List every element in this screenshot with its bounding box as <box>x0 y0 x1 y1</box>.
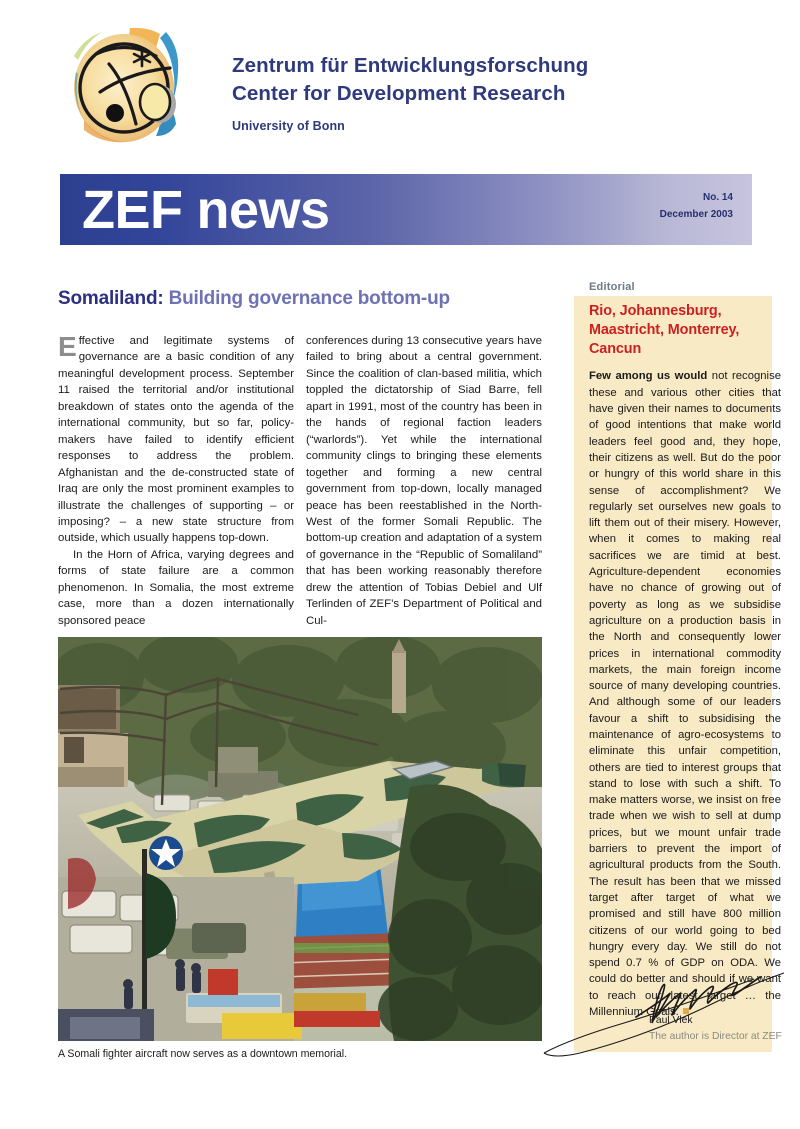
somali-fighter-aircraft-monument-photo <box>58 637 542 1041</box>
editorial-label: Editorial <box>589 281 635 293</box>
dropcap-letter: E <box>58 331 77 362</box>
editorial-body-text: not recognise these and various other cities that have given their names to documents of good intentions that make world leaders feel good and, they hope, their citizens as well. But do the poor or hungry of this world share in this sense of accomplishment? We regularly set ourselves new goals to lift them out of their misery. However, when it comes to making real sacrifices we are timid at best. Agriculture-dependent economies have no chance of growing out of poverty as long as we subsidise agriculture on a production basis in the North and consequently lower prices in international commodity markets, the main foreign income source of many developing countries. And although some of our leaders favour a shift to subsidising the maintenance of agro-ecosystems to eliminate this unfair competition, others are tied to interest groups that stand to lose with such a shift. To make matters worse, we insist on free trade when we wish to sell at dump prices, but we mount unfair trade barriers to prevent the import of agricultural products from the South. The result has been that we missed target after target of what we promised and still have 800 million citizens of our world going to bed hungry every day. We still do not spend 0.7 % of GDP on ODA. We could do better and should if we want to reach our latest target … the Millennium Goals. <box>589 370 781 1019</box>
article-paragraph-1 <box>58 333 294 547</box>
editorial-title: Rio, Johannesburg, Maastricht, Monterrey, Cancun <box>589 303 740 358</box>
article-paragraph-3: conferences during 13 consecutive years have failed to bring about a central government. Since the coalition of clan-based militia, which toppled the dictatorship of Siad Barre, fell apart in 1991, most of the country has been in the hands of regional faction leaders (“warlords”). Yet while the international community clings to bringing these elements together and forming a new central government from top-down, locally managed peace has been reestablished in the North-West of the former Somali Republic. The bottom-up creation and adaptation of a system of governance in the “Republic of Somaliland” that has been working reasonably therefore drew the attention of Tobias Debiel and Ulf Terlinden of ZEF’s Department of Political and Cul- <box>306 335 542 627</box>
banner-title-zef: ZEF <box>82 180 183 240</box>
organization-name-block <box>232 26 588 133</box>
handwritten-signature-icon <box>540 965 790 1060</box>
article-paragraph-1-text: ffective and legitimate systems of governance are a basic condition of any meaningful development process. September 11 raised the territorial and/or institutional breakdown of states onto the agenda of the international community, but so far, policy-makers have failed to identify efficient responses to address the problem. Afghanistan and the de-constructed state of Iraq are only the most prominent examples to illustrate the challenges of supporting – or imposing? – a new state structure from outside, which usually happens top-down. <box>58 335 294 545</box>
photo-caption: A Somali fighter aircraft now serves as a downtown memorial. <box>58 1048 348 1060</box>
org-name-english: Center for Development Research <box>232 82 566 106</box>
editorial-body <box>589 368 781 1020</box>
university-name: University of Bonn <box>232 119 345 134</box>
author-role: The author is Director at ZEF <box>649 1031 782 1042</box>
banner-title <box>82 177 330 243</box>
zef-news-banner <box>60 174 752 245</box>
issue-info <box>660 190 733 223</box>
issue-number: No. 14 <box>702 192 733 203</box>
article-column-2 <box>306 333 542 629</box>
article-headline <box>58 288 450 310</box>
editorial-lead-bold: Few among us would <box>589 370 708 383</box>
article-column-1 <box>58 333 294 629</box>
banner-title-news: news <box>196 180 330 240</box>
article-paragraph-2: In the Horn of Africa, varying degrees and forms of state failure are a common phenomenon. In Somalia, the most extreme case, more than a dozen internationally sponsored peace <box>58 548 294 627</box>
author-name: Paul Vlek <box>649 1015 693 1026</box>
headline-rest: Building governance bottom-up <box>168 288 450 309</box>
headline-lead: Somaliland: <box>58 288 164 309</box>
org-name-german: Zentrum für Entwicklungsforschung <box>232 54 589 77</box>
editorial-content <box>589 302 785 1020</box>
zef-abstract-face-logo-icon <box>70 26 188 148</box>
issue-date: December 2003 <box>659 208 733 220</box>
masthead <box>70 26 588 148</box>
